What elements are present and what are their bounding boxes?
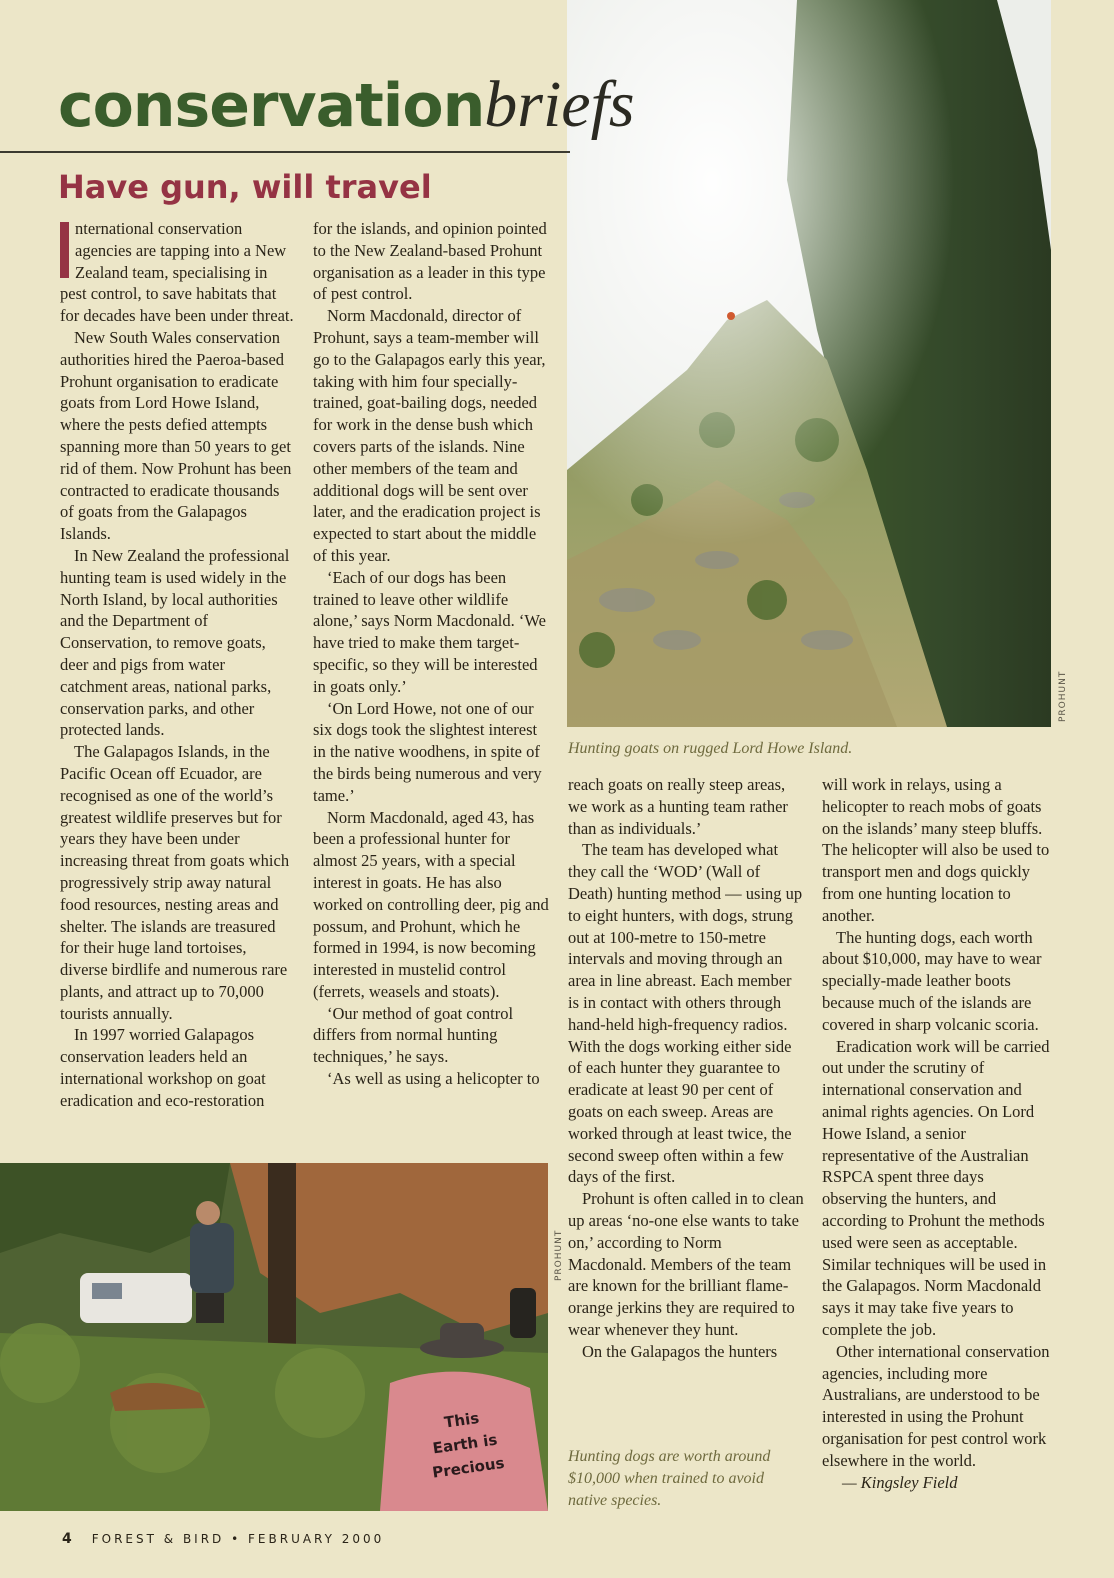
shirt-text — [406, 1401, 525, 1488]
article-paragraph: reach goats on really steep areas, we work as a hunting team rather than as individuals.’ — [568, 775, 788, 838]
article-column-2 — [313, 218, 550, 1090]
page-footer — [62, 1531, 384, 1547]
article-column-4 — [822, 774, 1052, 1493]
article-paragraph: Norm Macdonald, director of Prohunt, says a team-member will go to the Galapagos early this year, taking with him four specially-trained, goat-bailing dogs, needed for work in the dense bush which covers parts of the islands. Nine other members of the team and additional dogs will be sent over later, and the eradication project is expected to start about the middle of this year. — [313, 306, 546, 565]
page-number: 4 — [62, 1531, 72, 1547]
article-paragraph: In New Zealand the professional hunting team is used widely in the North Island, by local authorities and the Department of Conservation, to remove goats, deer and pigs from water catchment areas, national parks, conservation parks, and other protected lands. — [60, 545, 290, 740]
article-byline: — Kingsley Field — [842, 1472, 958, 1492]
article-column-1 — [60, 218, 294, 1112]
hunters-photo — [0, 1163, 548, 1511]
section-masthead — [58, 68, 635, 141]
article-paragraph: ‘On Lord Howe, not one of our six dogs took the slightest interest in the native woodhens, in spite of the birds being numerous and very tame.’ — [313, 698, 542, 805]
article-paragraph: ‘As well as using a helicopter to — [327, 1069, 540, 1089]
article-paragraph — [60, 218, 294, 327]
photo-caption-top: Hunting goats on rugged Lord Howe Island. — [568, 740, 853, 757]
article-paragraph: will work in relays, using a helicopter to reach mobs of goats on the islands’ many steep bluffs. The helicopter will also be used to transport men and dogs quickly from one hunting location to another. — [822, 775, 1050, 925]
masthead-bold: conservation — [58, 71, 485, 141]
article-paragraph: Other international conservation agencies, including more Australians, are understood to be interested in using the Prohunt organisation for pest control work elsewhere in the world. — [822, 1341, 1050, 1470]
header-rule — [0, 151, 570, 153]
drop-cap — [60, 222, 69, 278]
article-paragraph: Norm Macdonald, aged 43, has been a professional hunter for almost 25 years, with a special interest in goats. He has also worked on controlling deer, pig and possum, and Prohunt, which he formed in 1994, is now becoming interested in mustelid control (ferrets, weasels and stoats). — [313, 807, 549, 1001]
shirt-text-line: Precious — [431, 1453, 506, 1482]
photo-credit-top: PROHUNT — [1058, 670, 1068, 722]
masthead-italic: briefs — [484, 68, 635, 141]
photo-caption-bottom: Hunting dogs are worth around $10,000 when trained to avoid native species. — [568, 1448, 771, 1509]
article-paragraph: for the islands, and opinion pointed to the New Zealand-based Prohunt organisation as a leader in this type of pest control. — [313, 219, 547, 304]
article-paragraph: On the Galapagos the hunters — [582, 1341, 778, 1361]
article-paragraph: Eradication work will be carried out under the scrutiny of international conservation and animal rights agencies. On Lord Howe Island, a senior representative of the Australian RSPCA spent three days observing the hunters, and according to Prohunt the methods used were seen as acceptable. Similar techniques will be used in the Galapagos. Norm Macdonald says it may take five years to complete the job. — [822, 1036, 1050, 1339]
article-paragraph: The team has developed what they call the ‘WOD’ (Wall of Death) hunting method — using up to eight hunters, with dogs, strung out at 100-metre to 150-metre intervals and moving through an area in line abreast. Each member is in contact with others through hand-held high-frequency radios. With the dogs working either side of each hunter they guarantee to eradicate at least 90 per cent of goats on each sweep. Areas are worked through at least twice, the second sweep often within a few days of the first. — [568, 840, 803, 1187]
article-paragraph: In 1997 worried Galapagos conservation leaders held an international workshop on goat eradication and eco-restoration — [60, 1025, 266, 1110]
article-paragraph: ‘Our method of goat control differs from normal hunting techniques,’ he says. — [313, 1003, 514, 1067]
mountain-illustration — [567, 0, 1051, 727]
article-paragraph: The Galapagos Islands, in the Pacific Ocean off Ecuador, are recognised as one of the world’s greatest wildlife preserves but for years they have been under increasing threat from goats which progressively strip away natural food resources, nesting areas and shelter. The islands are treasured for their huge land tortoises, diverse birdlife and numerous rare plants, and attract up to 70,000 tourists annually. — [60, 742, 290, 1023]
article-paragraph: New South Wales conservation authorities hired the Paeroa-based Prohunt organisation to eradicate goats from Lord Howe Island, where the pests defied attempts spanning more than 50 years to get rid of them. Now Prohunt has been contracted to eradicate thousands of goats from the Galapagos Islands. — [60, 327, 292, 544]
article-paragraph: The hunting dogs, each worth about $10,000, may have to wear specially-made leather boots because much of the islands are covered in sharp volcanic scoria. — [822, 927, 1042, 1034]
publication-line: FOREST & BIRD • FEBRUARY 2000 — [91, 1532, 385, 1546]
article-column-3 — [568, 774, 804, 1363]
article-headline: Have gun, will travel — [58, 168, 432, 206]
mountain-photo — [567, 0, 1051, 727]
shirt-text-line: This — [443, 1408, 481, 1432]
article-paragraph: Prohunt is often called in to clean up areas ‘no-one else wants to take on,’ according to Norm Macdonald. Members of the team are known for the brilliant flame-orange jerkins they are required to wear whenever they hunt. — [568, 1189, 804, 1339]
shirt-text-line: Earth is — [431, 1430, 499, 1458]
paragraph-text: nternational conservation agencies are tapping into a New Zealand team, specialising in pest control, to save habitats that for decades have been under threat. — [60, 219, 294, 326]
photo-credit-bottom: PROHUNT — [554, 1229, 564, 1281]
article-paragraph: ‘Each of our dogs has been trained to leave other wildlife alone,’ says Norm Macdonald. ‘We have tried to make them target-specific, so they will be interested in goats only.’ — [313, 567, 546, 696]
